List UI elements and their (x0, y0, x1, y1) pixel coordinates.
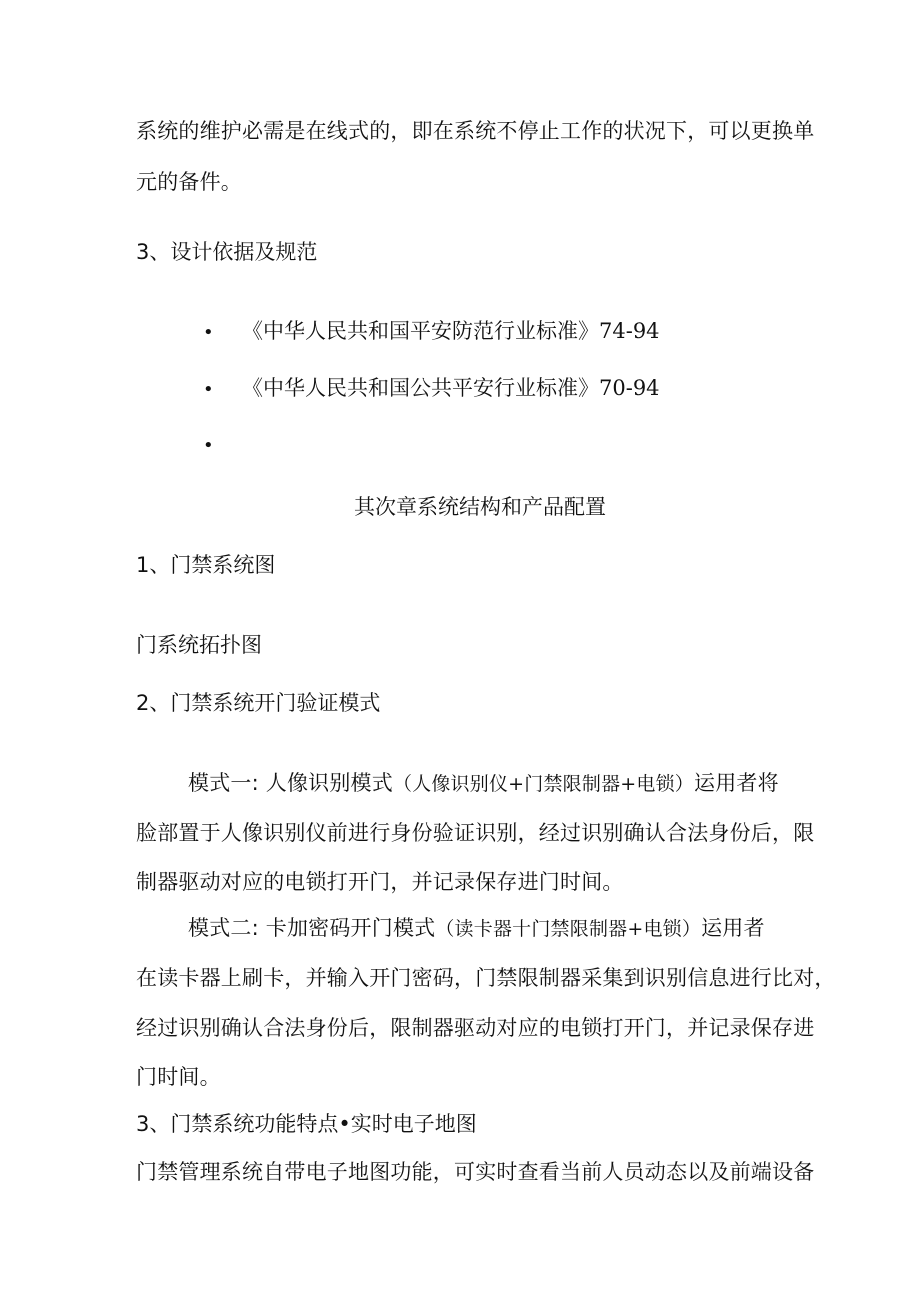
intro-line-1: 系统的维护必需是在线式的，即在系统不停止工作的状况下，可以更换单 (136, 119, 815, 143)
mode-2-components: （读卡器十门禁限制器+电锁） (435, 918, 702, 940)
mode-2-line-4: 门时间。 (136, 1065, 221, 1089)
mode-1-first-line (188, 773, 828, 794)
subsection-2-heading: 2、门禁系统开门验证模式 (136, 691, 381, 715)
mode-1-components: （人像识别仪+门禁限制器+电锁） (392, 773, 694, 795)
electronic-map-description: 门禁管理系统自带电子地图功能，可实时查看当前人员动态以及前端设备 (136, 1160, 815, 1184)
intro-line-2: 元的备件。 (136, 170, 242, 194)
subsection-1-heading: 1、门禁系统图 (136, 553, 276, 577)
mode-2-first-line (188, 918, 828, 939)
chapter-title: 其次章系统结构和产品配置 (354, 495, 606, 519)
mode-2-line-2: 在读卡器上刷卡，并输入开门密码，门禁限制器采集到识别信息进行比对， (136, 966, 836, 990)
bullet-marker: • (203, 435, 214, 456)
mode-1-line-2: 脸部置于人像识别仪前进行身份验证识别，经过识别确认合法身份后，限 (136, 821, 815, 845)
bullet-marker: • (203, 379, 214, 400)
topology-label: 门系统拓扑图 (136, 633, 262, 657)
standard-item: 《中华人民共和国公共平安行业标准》70-94 (242, 376, 660, 400)
standard-item: 《中华人民共和国平安防范行业标准》74-94 (242, 319, 660, 343)
mode-1-title: 模式一: 人像识别模式 (188, 771, 393, 795)
mode-1-line-3: 制器驱动对应的电锁打开门，并记录保存进门时间。 (136, 870, 624, 894)
subsection-3-heading: 3、门禁系统功能特点•实时电子地图 (136, 1112, 477, 1136)
mode-2-line-tail: 运用者 (701, 916, 765, 940)
section-3-heading: 3、设计依据及规范 (136, 240, 318, 264)
bullet-marker: • (203, 322, 214, 343)
mode-2-line-3: 经过识别确认合法身份后，限制器驱动对应的电锁打开门，并记录保存进 (136, 1016, 815, 1040)
mode-1-line-tail: 运用者将 (694, 771, 779, 795)
mode-2-title: 模式二: 卡加密码开门模式 (188, 916, 436, 940)
